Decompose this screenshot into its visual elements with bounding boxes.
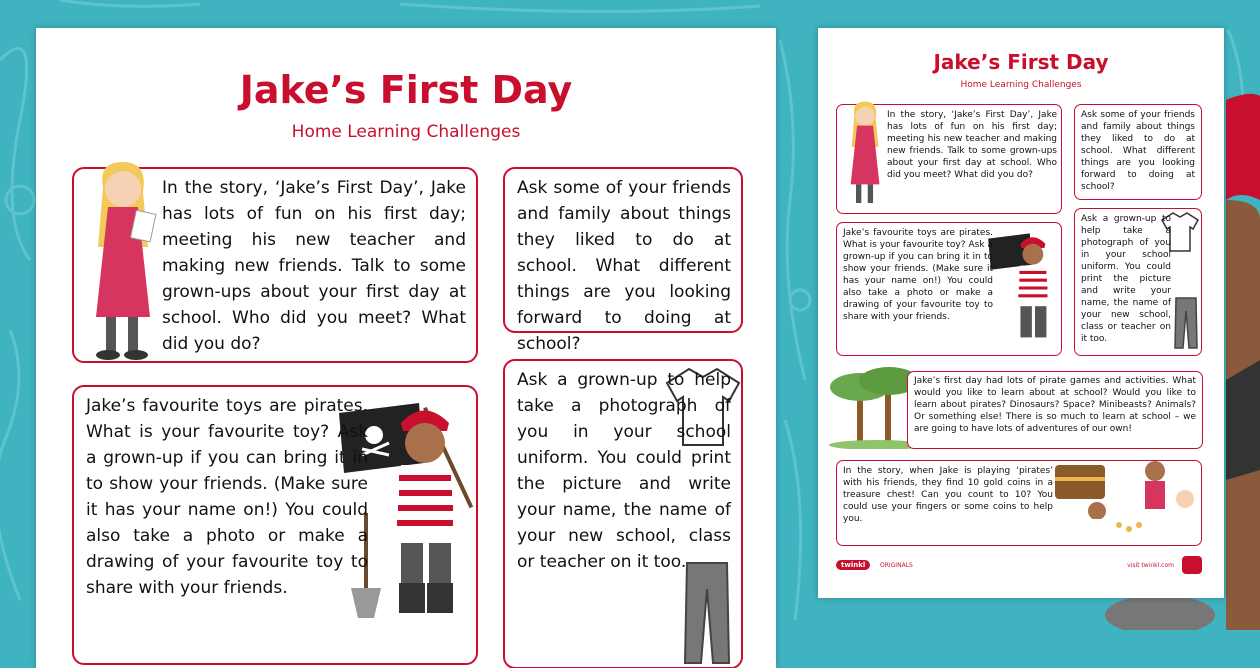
preview-subtitle: Home Learning Challenges bbox=[960, 80, 1082, 90]
trousers-illustration bbox=[1173, 295, 1199, 351]
preview-ask-friends-text: Ask some of your friends and family about things they liked to do at school. What different things are you looking forward to doing at school? bbox=[1081, 110, 1195, 192]
challenge-ask-friends bbox=[503, 167, 743, 354]
challenge-favourite-toy bbox=[72, 385, 478, 665]
preview-challenge-first-day bbox=[836, 104, 1062, 214]
page-subtitle: Home Learning Challenges bbox=[291, 122, 521, 142]
teacher-illustration bbox=[78, 157, 164, 367]
treasure-chest-illustration bbox=[1047, 455, 1201, 543]
page-title: Jake’s First Day bbox=[239, 68, 573, 112]
preview-challenge-gold-coins bbox=[836, 460, 1202, 546]
challenge-first-day bbox=[72, 167, 478, 363]
preview-gold-coins-text: In the story, when Jake is playing ‘pirates’ with his friends, they find 10 gold coins in a treasure chest! Can you count to 10? You could use your fingers or some coins to help you. bbox=[843, 466, 1053, 524]
footer bbox=[836, 556, 1202, 578]
preview-pirate-games-frame bbox=[907, 371, 1203, 449]
preview-challenge-pirate-games bbox=[836, 370, 1202, 448]
challenge-first-day-text: In the story, ‘Jake’s First Day’, Jake has lots of fun on his first day; meeting his new teacher and making new friends. Talk to some grown-ups about your first day at school. Who did you meet? What did you do? bbox=[162, 178, 466, 354]
challenge-photograph-text: Ask a grown-up to help take a photograph of you in your school uniform. You could print the picture and write your name, the name of your new school, class or teacher on it too. bbox=[517, 370, 731, 572]
preview-first-day-text: In the story, ‘Jake’s First Day’, Jake has lots of fun on his first day; meeting his new teacher and making new friends. Talk to some grown-ups about your first day at school. Who did you meet? What did you do? bbox=[887, 110, 1057, 180]
twinkl-logo: twinkl bbox=[836, 560, 870, 570]
preview-challenge-favourite-toy bbox=[836, 222, 1062, 356]
challenge-favourite-toy-text: Jake’s favourite toys are pirates. What is your favourite toy? Ask a grown-up if you can bring it in to show your friends. (Make sure it has your name on!) You could also take a photo or make a drawing of your favourite toy to share with your friends. bbox=[86, 396, 368, 598]
pirate-boy-illustration bbox=[983, 227, 1061, 349]
challenge-photograph bbox=[503, 359, 743, 668]
challenge-ask-friends-text: Ask some of your friends and family about things they liked to do at school. What different things are you looking forward to doing at school? bbox=[517, 178, 731, 354]
twinkl-badge-icon bbox=[1182, 556, 1202, 574]
preview-pirate-games-text: Jake’s first day had lots of pirate games and activities. What would you like to learn about at school? Would you like to learn about pirates? Dinosaurs? Space? Minibeasts? Animals? Or something else! There is so much to learn at school – we are going to have lots of adventures of our own! bbox=[914, 376, 1196, 434]
teacher-illustration bbox=[841, 99, 887, 211]
preview-challenge-ask-friends bbox=[1074, 104, 1202, 200]
worksheet-preview bbox=[818, 28, 1224, 598]
preview-photograph-text: Ask a grown-up to help take a photograph of you in your school uniform. You could print the picture and write your name, the name of your new school, class or teacher on it too. bbox=[1081, 214, 1171, 344]
trousers-illustration bbox=[681, 559, 733, 667]
preview-challenge-photograph bbox=[1074, 208, 1202, 356]
worksheet-large bbox=[36, 28, 776, 668]
footer-url[interactable]: visit twinkl.com bbox=[1127, 562, 1174, 569]
preview-favourite-toy-text: Jake’s favourite toys are pirates. What is your favourite toy? Ask a grown-up if you can bring it in to show your friends. (Make sure it has your name on!) You could also take a photo or make a drawing of your favourite toy to share with your friends. bbox=[843, 228, 993, 322]
preview-title: Jake’s First Day bbox=[933, 50, 1109, 74]
originals-label: ORIGINALS bbox=[880, 562, 913, 569]
